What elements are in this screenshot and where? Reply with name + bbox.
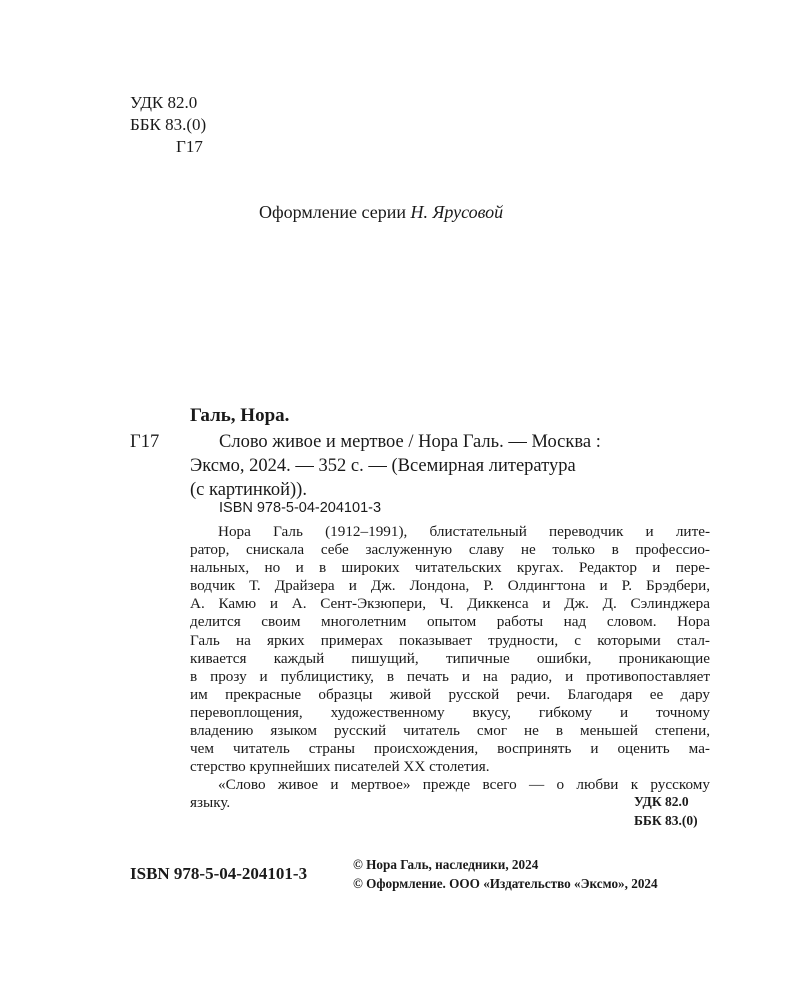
copyright-line: © Оформление. ООО «Издательство «Эксмо», 2024 [353,876,658,891]
author-mark-top: Г17 [176,137,203,156]
author-mark-entry: Г17 [130,432,160,452]
isbn-footer: ISBN 978-5-04-204101-3 [130,864,308,883]
biblio-line: Слово живое и мертвое / Нора Галь. — Москва : [219,432,601,452]
annotation-line: ратор, снискала себе заслуженную славу не только в профессио- [190,541,710,559]
annotation-line: водчик Т. Драйзера и Дж. Лондона, Р. Олдингтона и Р. Брэдбери, [190,577,710,595]
annotation-line: языку. [190,794,231,812]
annotation-line: в прозу и публицистику, в печать и на радио, и противопоставляет [190,667,710,685]
annotation-line: нальных, но и в широких читательских кругах. Редактор и пере- [190,559,710,577]
series-design-credit [259,201,503,223]
udk-code-entry: УДК 82.0 [634,794,689,809]
biblio-line: Эксмо, 2024. — 352 с. — (Всемирная литература [190,456,576,476]
author-heading: Галь, Нора. [190,405,290,426]
annotation-line: кивается каждый пишущий, типичные ошибки, проникающие [190,649,710,667]
biblio-line: (с картинкой)). [190,480,307,500]
bbk-code-top: ББК 83.(0) [130,115,207,134]
udk-code-top: УДК 82.0 [130,93,198,112]
annotation-line: делится своим многолетним опытом работы над словом. Нора [190,613,710,631]
bibliographic-description [190,430,601,502]
annotation-line: перевоплощения, художественному вкусу, гибкому и точному [190,703,710,721]
annotation-line: А. Камю и А. Сент-Экзюпери, Ч. Диккенса и Дж. Д. Сэлинджера [190,595,710,613]
annotation-line: Нора Галь (1912–1991), блистательный переводчик и лите- [218,523,710,540]
bbk-code-entry: ББК 83.(0) [634,813,698,828]
isbn-entry: ISBN 978-5-04-204101-3 [219,500,382,516]
annotation [190,523,710,813]
annotation-line: им прекрасные образцы живой русской речи. Благодаря ее дару [190,685,710,703]
copyright-line: © Нора Галь, наследники, 2024 [353,857,539,872]
annotation-line: Галь на ярких примерах показывает трудности, с которыми стал- [190,631,710,649]
annotation-line: стерство крупнейших писателей XX столетия. [190,758,490,776]
copyright-block [353,855,658,893]
series-design-label: Оформление серии [259,202,411,222]
annotation-line: владению языком русский читатель смог не в меньшей степени, [190,722,710,740]
series-designer-name: Н. Ярусовой [410,202,504,222]
annotation-line: чем читатель страны происхождения, воспринять и оценить ма- [190,740,710,758]
annotation-line: «Слово живое и мертвое» прежде всего — о любви к русскому [218,776,710,794]
